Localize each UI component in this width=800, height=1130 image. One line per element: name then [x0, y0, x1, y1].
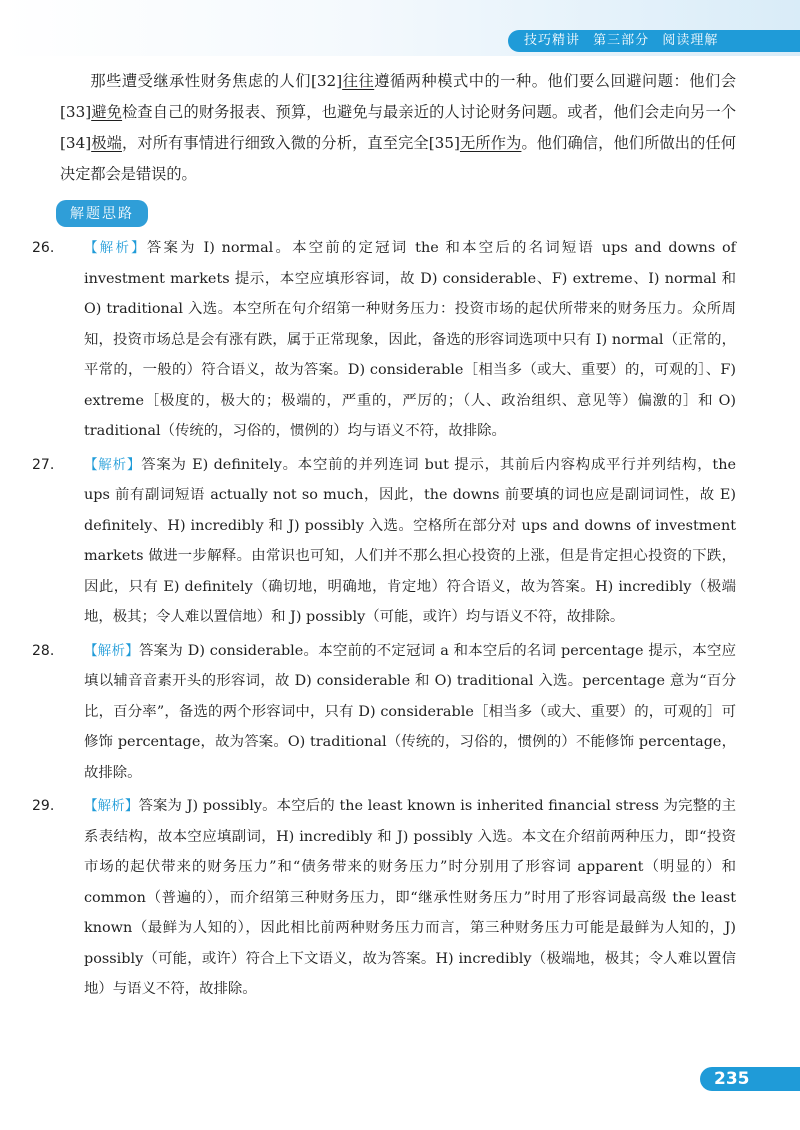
translation-seg-5: 。他们确信，他们所做出的任何决定都会是错误的。 — [60, 134, 737, 183]
item-number: 27. — [32, 456, 55, 473]
explanation-item-29 — [32, 791, 737, 1005]
translation-seg-1: 那些遭受继承性财务焦虑的人们[32] — [90, 72, 343, 90]
analysis-tag: 【解析】 — [84, 240, 147, 256]
item-number: 28. — [32, 642, 55, 659]
explanation-item-26 — [32, 233, 736, 447]
section-label: 解题思路 — [56, 200, 148, 227]
translation-seg-3: 检查自己的财务报表、预算，也避免与最亲近的人讨论财务问题。或者，他们会走向另一个[34] — [60, 103, 737, 152]
blank-35-answer: 无所作为 — [459, 134, 522, 152]
item-text: 答案为 D) considerable。本空前的不定冠词 a 和本空后的名词 percentage 提示，本空应填以辅音音素开头的形容词，故 D) considerable 和 O) traditional 入选。percentage 意为“百分比，百分率”，备选的两个形容词中，只有 D) considerable［相当多（或大、重要）的，可观的］可修饰 percentage，故为答案。O) traditional（传统的，习俗的，惯例的）不能修饰 percentage，故排除。 — [84, 642, 736, 781]
header-part-2: 第三部分 — [593, 33, 650, 48]
item-text: 答案为 J) possibly。本空后的 the least known is inherited financial stress 为完整的主系表结构，故本空应填副词，H) incredibly 和 J) possibly 入选。本文在介绍前两种压力，即“投资市场的起伏带来的财务压力”和“债务带来的财务压力”时分别用了形容词 apparent（明显的）和 common（普遍的），而介绍第三种财务压力，即“继承性财务压力”时用了形容词最高级 the least known（最鲜为人知的），因此相比前两种财务压力而言，第三种财务压力可能是最鲜为人知的，J) possibly（可能，或许）符合上下文语义，故为答案。H) incredibly（极端地，极其；令人难以置信地）与语义不符，故排除。 — [84, 798, 737, 997]
explanation-item-27 — [32, 450, 737, 633]
item-text: 答案为 E) definitely。本空前的并列连词 but 提示，其前后内容构成平行并列结构，the ups 前有副词短语 actually not so much，因此，the downs 前要填的词也应是副词词性，故 E) definitely、H) incredibly 和 J) possibly 入选。空格所在部分对 ups and downs of investment markets 做进一步解释。由常识也可知，人们并不那么担心投资的上涨，但是肯定担心投资的下跌，因此，只有 E) definitely（确切地，明确地，肯定地）符合语义，故为答案。H) incredibly（极端地，极其；令人难以置信地）和 J) possibly（可能，或许）均与语义不符，故排除。 — [84, 456, 737, 625]
page-number: 235 — [700, 1067, 800, 1091]
item-text: 答案为 I) normal。本空前的定冠词 the 和本空后的名词短语 ups and downs of investment markets 提示，本空应填形容词，故 D) considerable、F) extreme、I) normal 和 O) traditional 入选。本空所在句介绍第一种财务压力：投资市场的起伏所带来的财务压力。众所周知，投资市场总是会有涨有跌，属于正常现象，因此，备选的形容词选项中只有 I) normal（正常的，平常的，一般的）符合语义，故为答案。D) considerable［相当多（或大、重要）的，可观的］、F) extreme［极度的，极大的；极端的，严重的，严厉的；（人、政治组织、意见等）偏激的］和 O) traditional（传统的，习俗的，惯例的）均与语义不符，故排除。 — [84, 240, 736, 439]
item-number: 29. — [32, 798, 55, 814]
blank-34-answer: 极端 — [91, 134, 123, 152]
blank-32-answer: 往往 — [342, 72, 375, 90]
translation-seg-2: 遵循两种模式中的一种。他们要么回避问题：他们会[33] — [60, 72, 737, 121]
translation-paragraph — [60, 66, 736, 190]
running-header — [508, 30, 800, 52]
translation-seg-4: ，对所有事情进行细致入微的分析，直至完全[35] — [122, 134, 460, 152]
analysis-tag: 【解析】 — [84, 798, 139, 814]
item-number: 26. — [32, 240, 55, 256]
page-content — [32, 66, 737, 1008]
header-part-3: 阅读理解 — [662, 33, 719, 48]
analysis-tag: 【解析】 — [84, 456, 142, 473]
explanation-item-28 — [32, 636, 736, 789]
header-part-1: 技巧精讲 — [524, 33, 581, 48]
analysis-tag: 【解析】 — [84, 642, 140, 659]
blank-33-answer: 避免 — [91, 103, 123, 121]
